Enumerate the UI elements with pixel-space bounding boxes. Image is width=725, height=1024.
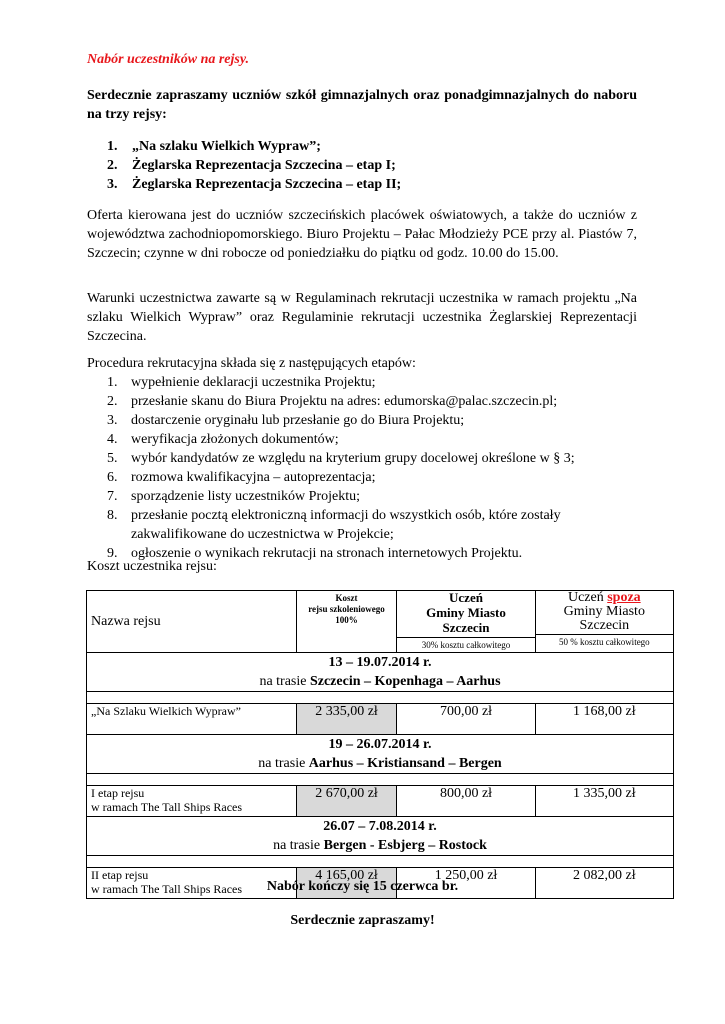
route-dates: 13 – 19.07.2014 r.	[328, 655, 432, 670]
step-text: dostarczenie oryginału lub przesłanie go do Biura Projektu;	[131, 413, 465, 428]
cruise-item: 2. Żeglarska Reprezentacja Szczecina – etap I;	[107, 158, 396, 173]
step-text: przesłanie pocztą elektroniczną informacji do wszystkich osób, które zostały zakwalifikowane do uczestnictwa w Projekcie;	[131, 508, 561, 542]
spacer-cell	[87, 856, 674, 868]
procedure-step	[87, 506, 637, 544]
cost-label: Koszt uczestnika rejsu:	[87, 559, 217, 574]
header-cost-line: rejsu szkoleniowego	[308, 604, 385, 614]
step-text: przesłanie skanu do Biura Projektu na adres: edumorska@palac.szczecin.pl;	[131, 394, 558, 409]
procedure-step	[87, 373, 637, 392]
step-number: 7.	[107, 489, 118, 504]
cost-table	[86, 590, 674, 899]
szczecin-cost-cell: 700,00 zł	[397, 704, 535, 735]
spacer-cell	[87, 692, 674, 704]
step-number: 5.	[107, 451, 118, 466]
step-number: 1.	[107, 375, 118, 390]
total-cost-cell: 2 335,00 zł	[296, 704, 397, 735]
procedure-step	[87, 430, 637, 449]
header-total-cost	[296, 591, 397, 653]
header-percent: 50 % kosztu całkowitego	[536, 634, 673, 649]
cruise-name-line: II etap rejsu	[91, 868, 149, 882]
step-text: ogłoszenie o wynikach rekrutacji na stronach internetowych Projektu.	[131, 546, 523, 561]
cruise-name-line: I etap rejsu	[91, 786, 145, 800]
step-text: weryfikacja złożonych dokumentów;	[131, 432, 339, 447]
spacer-row	[87, 692, 674, 704]
table-row	[87, 786, 674, 817]
route-cell	[87, 817, 674, 856]
route-prefix: na trasie	[259, 674, 310, 689]
header-spoza: spoza	[607, 590, 641, 605]
outside-cost-cell: 1 168,00 zł	[535, 704, 673, 735]
step-number: 4.	[107, 432, 118, 447]
header-percent: 30% kosztu całkowitego	[397, 637, 534, 652]
cruise-name-line: „Na Szlaku Wielkich Wypraw”	[91, 704, 241, 718]
intro-paragraph: Serdecznie zapraszamy uczniów szkół gimnazjalnych oraz ponadgimnazjalnych do naboru na trzy rejsy:	[87, 88, 637, 122]
route-row	[87, 817, 674, 856]
header-uczen: Uczeń	[449, 590, 483, 605]
header-cost-line: Koszt	[335, 593, 358, 603]
header-gmina: Gminy Miasto Szczecin	[563, 604, 645, 633]
table-header-row	[87, 591, 674, 653]
table-row	[87, 704, 674, 735]
route-cell	[87, 735, 674, 774]
outside-cost-cell: 1 335,00 zł	[535, 786, 673, 817]
szczecin-cost-cell: 800,00 zł	[397, 786, 535, 817]
route-ports: Bergen - Esbjerg – Rostock	[323, 838, 487, 853]
step-number: 2.	[107, 394, 118, 409]
procedure-step	[87, 487, 637, 506]
spacer-cell	[87, 774, 674, 786]
route-ports: Szczecin – Kopenhaga – Aarhus	[309, 674, 501, 689]
szczecin-cost-cell: 1 250,00 zł	[397, 868, 535, 899]
route-cell	[87, 653, 674, 692]
step-text: wypełnienie deklaracji uczestnika Projektu;	[131, 375, 376, 390]
page-title: Nabór uczestników na rejsy.	[87, 52, 250, 67]
cruise-name-cell	[87, 704, 297, 735]
procedure-step	[87, 411, 637, 430]
cruise-name-line: w ramach The Tall Ships Races	[91, 800, 243, 814]
step-text: wybór kandydatów ze względu na kryterium grupy docelowej określone w § 3;	[131, 451, 575, 466]
route-ports: Aarhus – Kristiansand – Bergen	[308, 756, 502, 771]
procedure-step	[87, 449, 637, 468]
step-number: 8.	[107, 508, 118, 523]
cruise-list	[87, 137, 637, 194]
total-cost-cell: 4 165,00 zł	[296, 868, 397, 899]
step-number: 3.	[107, 413, 118, 428]
cruise-item: 1. „Na szlaku Wielkich Wypraw”;	[107, 139, 321, 154]
header-outside-student	[535, 591, 673, 653]
outside-cost-cell: 2 082,00 zł	[535, 868, 673, 899]
route-prefix: na trasie	[258, 756, 309, 771]
step-text: rozmowa kwalifikacyjna – autoprezentacja;	[131, 470, 376, 485]
procedure-step	[87, 392, 637, 411]
route-dates: 19 – 26.07.2014 r.	[328, 737, 432, 752]
route-dates: 26.07 – 7.08.2014 r.	[323, 819, 437, 834]
route-row	[87, 735, 674, 774]
step-text: sporządzenie listy uczestników Projektu;	[131, 489, 360, 504]
cruise-name: „Na szlaku Wielkich Wypraw”;	[132, 139, 321, 154]
cruise-name: Żeglarska Reprezentacja Szczecina – etap I;	[132, 158, 396, 173]
header-szczecin-student	[397, 591, 535, 653]
spacer-row	[87, 774, 674, 786]
cruise-item: 3. Żeglarska Reprezentacja Szczecina – etap II;	[107, 177, 402, 192]
spacer-row	[87, 856, 674, 868]
header-cruise-name: Nazwa rejsu	[87, 591, 297, 653]
deadline-note: Nabór kończy się 15 czerwca br.	[266, 879, 459, 894]
cruise-name: Żeglarska Reprezentacja Szczecina – etap II;	[132, 177, 402, 192]
header-gmina: Gminy Miasto Szczecin	[426, 605, 506, 635]
procedure-steps-list	[87, 373, 637, 563]
procedure-intro: Procedura rekrutacyjna składa się z następujących etapów:	[87, 356, 416, 371]
route-row	[87, 653, 674, 692]
step-number: 9.	[107, 546, 118, 561]
closing-invitation: Serdecznie zapraszamy!	[290, 913, 435, 928]
conditions-paragraph: Warunki uczestnictwa zawarte są w Regulaminach rekrutacji uczestnika w ramach projektu „Na szlaku Wielkich Wypraw” oraz Regulaminie rekrutacji uczestnika Żeglarskiej Reprezentacji Szczecina.	[87, 291, 637, 344]
offer-paragraph: Oferta kierowana jest do uczniów szczecińskich placówek oświatowych, a także do uczniów z województwa zachodniopomorskiego. Biuro Projektu – Pałac Młodzieży PCE przy al. Piastów 7, Szczecin; czynne w dni robocze od poniedziałku do piątku od godz. 10.00 do 15.00.	[87, 208, 637, 261]
cruise-name-line: w ramach The Tall Ships Races	[91, 882, 243, 896]
route-prefix: na trasie	[273, 838, 324, 853]
procedure-step	[87, 468, 637, 487]
cruise-name-cell	[87, 786, 297, 817]
total-cost-cell: 2 670,00 zł	[296, 786, 397, 817]
header-cost-line: 100%	[335, 615, 358, 625]
step-number: 6.	[107, 470, 118, 485]
header-uczen: Uczeń	[567, 590, 608, 605]
